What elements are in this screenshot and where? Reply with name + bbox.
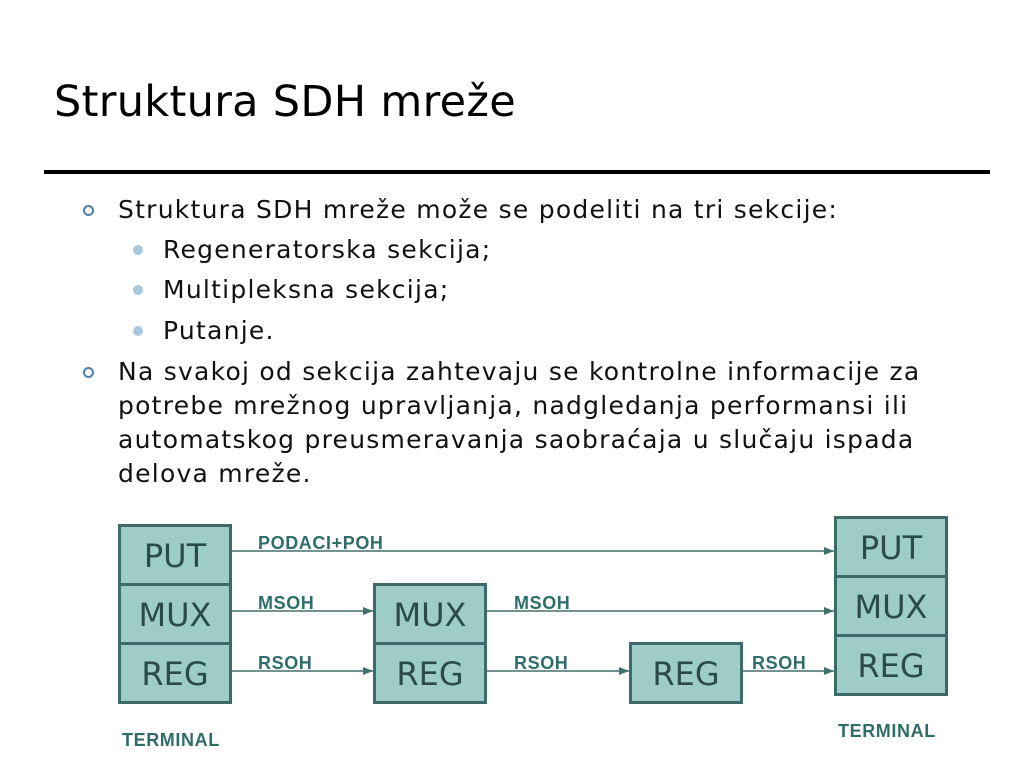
slide-title: Struktura SDH mreže	[54, 77, 517, 127]
sub-bullet-dot-icon	[133, 245, 143, 255]
multiplexer-mux-box: MUX	[373, 583, 487, 645]
left-terminal-put-box: PUT	[118, 524, 232, 586]
sub-bullet-text: Multipleksna sekcija;	[163, 275, 450, 304]
bullet-ring-icon	[83, 367, 94, 378]
bullet-text: Na svakoj od sekcija zahtevaju se kontrolne informacije za potrebe mrežnog upravljanja, nadgledanja performansi ili automatskog preusmeravanja saobraćaja u slučaju ispada delova mreže.	[118, 357, 921, 488]
multiplexer-reg-box: REG	[373, 642, 487, 704]
sub-bullet-dot-icon	[133, 285, 143, 295]
right-terminal-label: TERMINAL	[838, 721, 936, 741]
title-underline	[44, 170, 990, 174]
left-terminal-label: TERMINAL	[122, 730, 220, 750]
link-label-path: PODACI+POH	[258, 533, 384, 553]
regenerator-reg-box: REG	[629, 642, 743, 704]
link-label-rsoh: RSOH	[514, 653, 569, 673]
left-terminal-reg-box: REG	[118, 642, 232, 704]
link-label-msoh: MSOH	[258, 593, 315, 613]
link-label-rsoh: RSOH	[752, 653, 807, 673]
right-terminal-put-box: PUT	[834, 516, 948, 578]
left-terminal-mux-box: MUX	[118, 583, 232, 645]
bullet-ring-icon	[83, 205, 94, 216]
right-terminal-mux-box: MUX	[834, 575, 948, 637]
sub-bullet-text: Regeneratorska sekcija;	[163, 235, 492, 264]
bullet-text: Struktura SDH mreže može se podeliti na tri sekcije:	[118, 195, 839, 224]
link-label-msoh: MSOH	[514, 593, 571, 613]
right-terminal-reg-box: REG	[834, 634, 948, 696]
sub-bullet-text: Putanje.	[163, 316, 275, 345]
sub-bullet-dot-icon	[133, 326, 143, 336]
link-label-rsoh: RSOH	[258, 653, 313, 673]
